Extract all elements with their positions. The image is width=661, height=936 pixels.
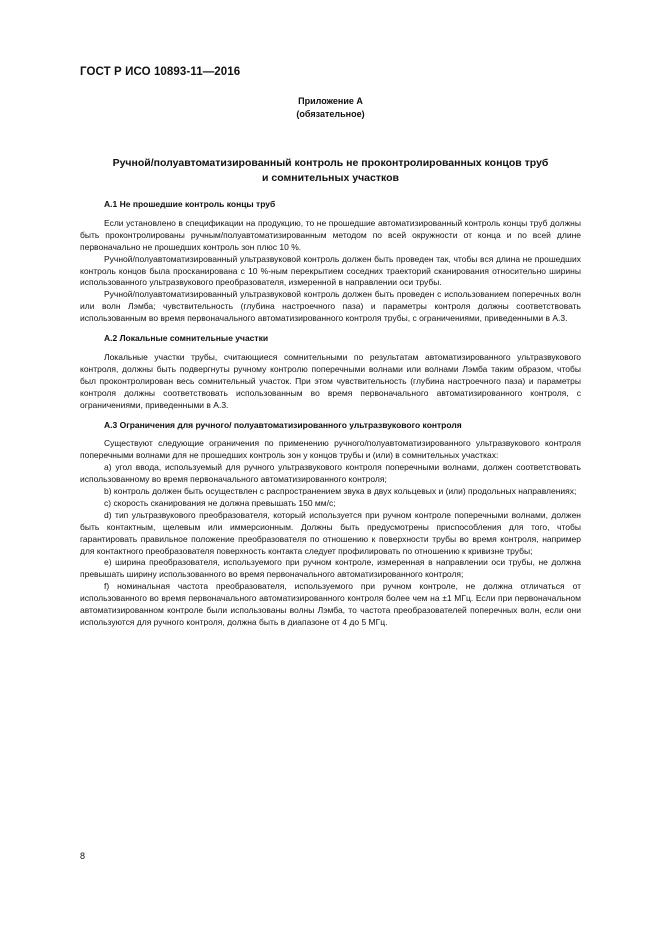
section-a3-item-c: с) скорость сканирования не должна превышать 150 мм/с; [104, 497, 336, 508]
document-code: ГОСТ Р ИСО 10893-11—2016 [80, 66, 241, 78]
annex-label-block [80, 95, 581, 121]
section-a2-paragraph-1: Локальные участки трубы, считающиеся сомнительными по результатам автоматизированного ультразвукового контроля, должны быть подвергнуты ручному контролю поперечными волнами или волнами Лэмба таким образом, чтобы был проконтролирован весь сомнительный участок. При этом чувствительность (глубина настроечного паза) и параметры контроля должны соответствовать использованным во время первоначального автоматизированного контроля, с ограничениями, приведенными в А.3. [80, 351, 581, 410]
section-a2-heading: А.2 Локальные сомнительные участки [104, 333, 269, 344]
section-a1-paragraph-2: Ручной/полуавтоматизированный ультразвуковой контроль должен быть проведен так, чтобы вся длина не прошедших контроль концов была просканирована с 10 %-ным перекрытием соседних траекторий сканирования относительно ширины использованного ультразвукового преобразователя, измеренной в направлении оси трубы. [80, 253, 581, 288]
section-a3-item-f: f) номинальная частота преобразователя, используемого при ручном контроле, не должна отличаться от использованного во время первоначального автоматизированного контроля более чем на ±1 МГц. Если при первоначальном автоматизированном контроле были использованы волны Лэмба, то частота преобразователей поперечных волн, если они используются для ручного контроля, должна быть в диапазоне от 4 до 5 МГц. [80, 581, 581, 627]
section-a3-item-d: d) тип ультразвукового преобразователя, который используется при ручном контроле поперечными волнами, должен быть контактным, щелевым или иммерсионным. Должны быть предусмотрены приспособления для того, чтобы гарантировать правильное положение преобразователя по отношению к поверхности трубы во время контроля, например для контактного преобразователя поверхность контакта следует профилировать по отношению к кривизне трубы; [80, 509, 581, 556]
document-body [80, 199, 581, 629]
annex-title [80, 156, 581, 186]
section-a3-item-e: е) ширина преобразователя, используемого при ручном контроле, измеренная в направлении оси трубы, не должна превышать ширину использованного во время первоначального автоматизированного контроля; [80, 557, 581, 580]
annex-title-line2: и сомнительных участков [262, 172, 399, 184]
annex-status: (обязательное) [296, 109, 365, 119]
section-a1-paragraph-1: Если установлено в спецификации на продукцию, то не прошедшие автоматизированный контроль концы труб должны быть проконтролированы ручным/полуавтоматизированным методом по всей окружности от конца и по всей длине первоначально не прошедших контроль зон плюс 10 %. [80, 217, 581, 252]
section-a3-item-a: а) угол ввода, используемый для ручного ультразвукового контроля поперечными волнами, должен соответствовать использованному во время первоначального автоматизированного контроля; [80, 462, 581, 485]
section-a1-heading: А.1 Не прошедшие контроль концы труб [104, 199, 276, 209]
section-a3-intro: Существуют следующие ограничения по применению ручного/полуавтоматизированного ультразвукового контроля поперечными волнами для не прошедших контроль зон у концов трубы и (или) в сомнительных участках: [80, 438, 581, 461]
section-a1-paragraph-3: Ручной/полуавтоматизированный ультразвуковой контроль должен быть проведен с использованием поперечных волн или волн Лэмба; чувствительность (глубина настроечного паза) и параметры контроля должны соответствовать использованным во время первоначального автоматизированного контроля трубы, с ограничениями, приведенными в А.3. [80, 289, 581, 324]
annex-title-line1: Ручной/полуавтоматизированный контроль не проконтролированных концов труб [112, 157, 549, 169]
page-number: 8 [80, 851, 86, 861]
annex-label: Приложение А [298, 96, 363, 106]
section-a3-item-b: b) контроль должен быть осуществлен с распространением звука в двух кольцевых и (или) продольных направлениях; [104, 486, 577, 497]
section-a3-heading: А.3 Ограничения для ручного/ полуавтоматизированного ультразвукового контроля [104, 419, 462, 430]
